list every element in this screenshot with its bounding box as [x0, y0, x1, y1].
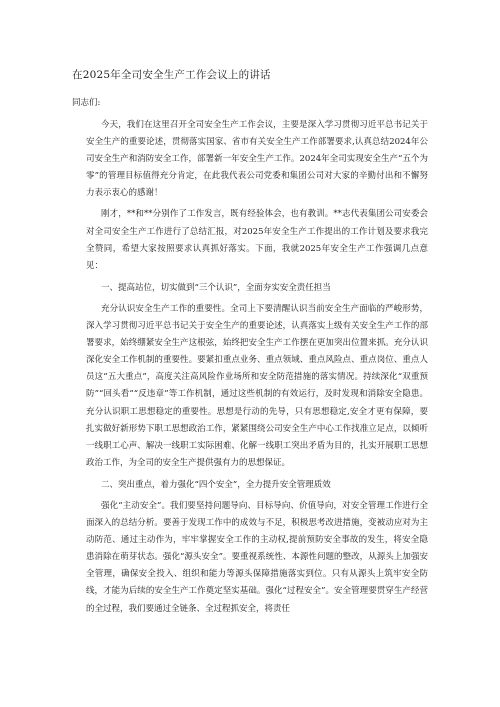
- paragraph-section-2: 强化“主动安全”。我们要坚持问题导向、目标导向、价值导向，对安全管理工作进行全面深入的总结分析。要善于发现工作中的成效与不足，积极思考改进措施，变被动应对为主动防范、通过主动作为，牢牢掌握安全工作的主动权,提前预防安全事故的发生，将安全隐患消除在萌芽状态。强化“源头安全”。要重视系统性、本源性问题的整改，从源头上加强安全管理，确保安全投入、组织和能力等源头保障措施落实到位。只有从源头上筑牢安全防线，才能为后续的安全生产工作奠定坚实基础。强化“过程安全”。安全管理要贯穿生产经营的全过程，我们要通过全链条、全过程抓安全，将责任: [86, 500, 428, 614]
- greeting: 同志们:: [72, 98, 101, 108]
- document-body: [86, 117, 428, 618]
- section-heading-2: 二、突出重点，着力强化“四个安全”，全力提升安全管理质效: [101, 479, 331, 490]
- document-title: 在2025年全司安全生产工作会议上的讲话: [72, 69, 271, 81]
- section-heading-1: 一、提高站位，切实做到“三个认识”，全面夯实安全责任担当: [101, 282, 331, 293]
- paragraph-opening: 今天，我们在这里召开全司安全生产工作会议，主要是深入学习贯彻习近平总书记关于安全生产的重要论述，贯彻落实国家、省市有关安全生产工作部署要求,认真总结2024年公司安全生产和消防安全工作，部署新一年安全生产工作。2024年全司实现安全生产“五个为零”的管理目标值得充分肯定，在此我代表公司党委和集团公司对大家的辛勤付出和不懈努力表示衷心的感谢！: [86, 120, 428, 199]
- paragraph-section-1: 充分认识安全生产工作的重要性。全司上下要清醒认识当前安全生产面临的严峻形势，深入学习贯彻习近平总书记关于安全生产的重要论述，认真落实上级有关安全生产工作的部署要求，始终绷紧安全生产这根弦，始终把安全生产工作摆在更加突出位置来抓。充分认识深化安全工作机制的重要性。要紧扣重点业务、重点领域、重点风险点、重点岗位、重点人员这“五大重点”，高度关注高风险作业场所和安全防范措施的落实情况。持续深化“双重预防”“回头看”“反违章”等工作机制，通过这些机制的有效运行，及时发现和消除安全隐患。充分认识职工思想稳定的重要性。思想是行动的先导，只有思想稳定,安全才更有保障，要扎实做好新形势下职工思想政治工作，紧紧围绕公司安全生产中心工作找准立足点，以倾听一线职工心声、解决一线职工实际困难、化解一线职工突出矛盾为目的，扎实开展职工思想政治工作，为全司的安全生产提供强有力的思想保证。: [86, 303, 428, 468]
- paragraph-intro: 刚才，**和**分别作了工作发言，既有经验体会，也有教训。**志代表集团公司安委会对全司安全生产工作进行了总结汇报，对2025年安全生产工作提出的工作计划及要求我完全赞同，希望大家按照要求认真抓好落实。下面，我就2025年安全生产工作强调几点意见：: [86, 209, 428, 271]
